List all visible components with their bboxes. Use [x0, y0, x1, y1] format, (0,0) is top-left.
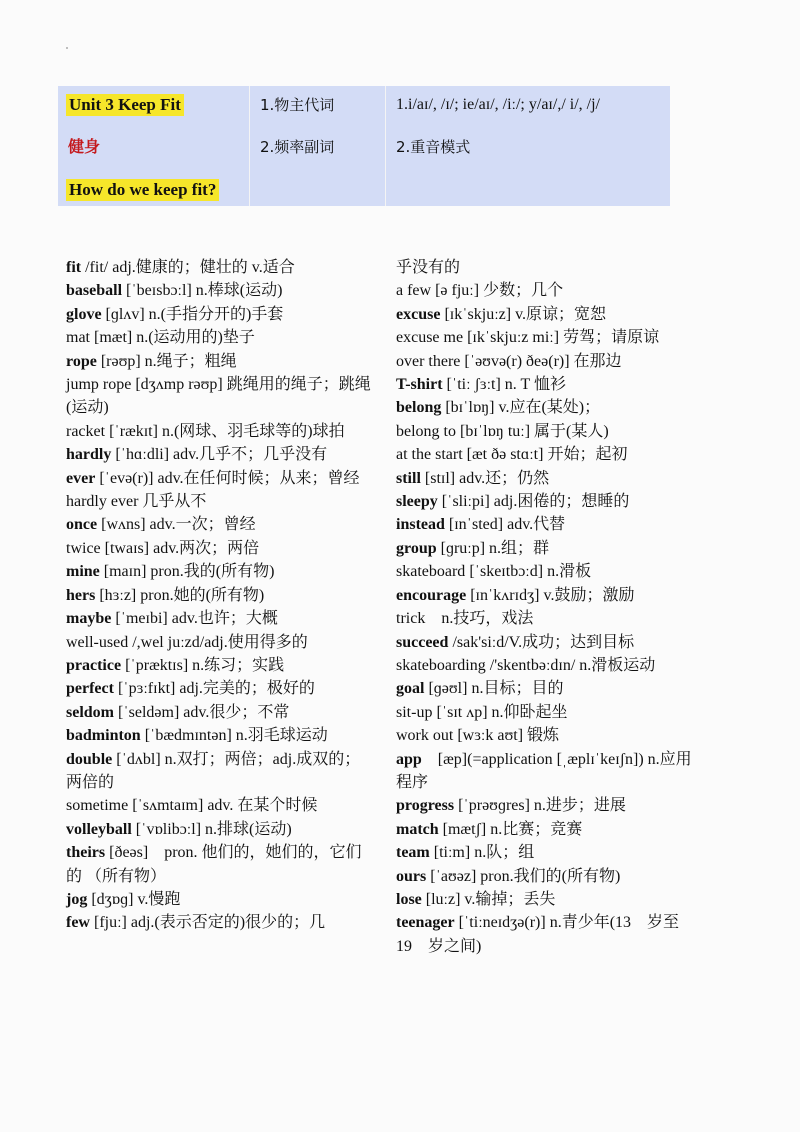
- vocab-word: sometime: [66, 797, 129, 815]
- vocab-entry: [66, 443, 371, 466]
- header-column-pronunciation: [386, 86, 670, 206]
- vocab-definition: [ə fjuː] 少数；几个: [431, 282, 564, 300]
- vocab-definition: 乎没有的: [396, 259, 461, 276]
- header-column-grammar: [250, 86, 386, 206]
- vocab-definition: [stɪl] adv.还；仍然: [420, 469, 550, 487]
- vocab-definition: [tiːm] n.队；组: [429, 844, 535, 862]
- vocab-definition: [æt ðə stɑːt] 开始；起初: [462, 446, 628, 464]
- vocab-definition: [ˈrækɪt] n.(网球、羽毛球等的)球拍: [105, 422, 345, 440]
- vocab-entry: [396, 911, 696, 958]
- vocab-word: sit-up: [396, 703, 433, 721]
- vocab-word: group: [396, 539, 437, 557]
- vocab-entry: [66, 513, 371, 536]
- vocab-definition: [ˈhɑːdli] adv.几乎不；几乎没有: [111, 446, 328, 464]
- vocab-entry: [396, 256, 696, 279]
- vocab-word: excuse: [396, 305, 441, 323]
- vocab-word: goal: [396, 680, 425, 698]
- vocab-entry: [396, 420, 696, 443]
- vocab-definition: [ˈsliːpi] adj.困倦的；想睡的: [437, 493, 630, 511]
- vocab-word: over there: [396, 352, 461, 370]
- vocab-entry: [396, 584, 696, 607]
- vocab-entry: [66, 537, 371, 560]
- vocab-entry: [396, 373, 696, 396]
- pronunciation-item-1: 1.i/aɪ/, /ɪ/; ie/aɪ/, /iː/; y/aɪ/,/ i/, /j/: [396, 96, 600, 113]
- vocab-word: few: [66, 914, 90, 932]
- vocab-word: badminton: [66, 727, 141, 745]
- vocab-entry: [66, 584, 371, 607]
- vocab-word: twice: [66, 539, 101, 557]
- vocab-definition: [wʌns] adv.一次；曾经: [97, 516, 256, 534]
- vocab-word: lose: [396, 890, 422, 908]
- vocab-definition: [ɪkˈskjuːz miː] 劳驾；请原谅: [463, 329, 660, 347]
- vocab-entry: [396, 513, 696, 536]
- vocab-definition: [mæt] n.(运动用的)垫子: [90, 329, 255, 347]
- vocab-word: belong: [396, 399, 442, 417]
- scan-speck: [66, 47, 68, 49]
- vocab-entry: [396, 279, 696, 302]
- vocab-entry: [396, 724, 696, 747]
- vocab-entry: [396, 350, 696, 373]
- vocab-definition: n.技巧，戏法: [425, 610, 534, 628]
- vocab-word: trick: [396, 610, 426, 628]
- vocab-entry: [66, 560, 371, 583]
- vocab-entry: [66, 701, 371, 724]
- vocab-word: fit: [66, 259, 82, 276]
- vocab-entry: [66, 373, 371, 420]
- vocab-entry: [66, 888, 371, 911]
- pronunciation-item-2: 2.重音模式: [396, 138, 471, 156]
- vocab-word: volleyball: [66, 820, 132, 838]
- grammar-item-1: 1.物主代词: [260, 96, 335, 114]
- vocab-definition: [ˈsɪt ʌp] n.仰卧起坐: [432, 703, 568, 721]
- vocab-definition: [ɪnˈkʌrɪdʒ] v.鼓励；激励: [466, 586, 635, 604]
- vocab-definition: [ˈtiːneɪdʒə(r)] n.青少年(13 岁至 19 岁之间): [396, 914, 696, 955]
- vocab-entry: [396, 654, 696, 677]
- vocab-word: work out: [396, 727, 454, 745]
- vocab-entry: [396, 888, 696, 911]
- vocab-word: succeed: [396, 633, 449, 651]
- vocab-word: mat: [66, 329, 90, 347]
- vocab-definition: [ɡəʊl] n.目标；目的: [424, 680, 564, 698]
- vocab-definition: [ˈskeɪtbɔːd] n.滑板: [465, 563, 592, 581]
- vocab-entry: [66, 724, 371, 747]
- vocab-entry: [66, 911, 371, 934]
- vocab-entry: [66, 748, 371, 795]
- vocab-entry: [66, 279, 371, 302]
- vocab-word: app: [396, 750, 422, 768]
- vocab-definition: [ðeəs] pron. 他们的，她们的，它们的 （所有物）: [66, 844, 362, 885]
- vocab-definition: [ˈbeɪsbɔːl] n.棒球(运动): [122, 282, 283, 300]
- vocab-word: hardly ever: [66, 493, 139, 511]
- vocab-entry: [66, 256, 371, 279]
- vocab-word: team: [396, 844, 430, 862]
- vocab-word: glove: [66, 305, 102, 323]
- vocab-entry: [396, 490, 696, 513]
- vocab-definition: [hɜːz] pron.她的(所有物): [95, 586, 265, 604]
- vocab-definition: [twaɪs] adv.两次；两倍: [100, 539, 260, 557]
- vocab-entry: [66, 607, 371, 630]
- vocab-word: hardly: [66, 446, 112, 464]
- vocab-definition: [wɜːk aʊt] 锻炼: [453, 727, 560, 745]
- vocab-definition: [ˈəʊvə(r) ðeə(r)] 在那边: [460, 352, 622, 370]
- vocab-entry: [66, 420, 371, 443]
- vocab-definition: [ɪkˈskjuːz] v.原谅；宽恕: [440, 305, 607, 323]
- unit-header-table: [58, 86, 670, 206]
- grammar-item-2: 2.频率副词: [260, 138, 335, 156]
- vocab-definition: 几乎从不: [138, 493, 207, 511]
- vocab-definition: [ɪnˈsted] adv.代替: [444, 516, 566, 534]
- vocab-entry: [396, 326, 696, 349]
- vocab-definition: [ɡlʌv] n.(手指分开的)手套: [101, 305, 284, 323]
- vocabulary-column-left: [66, 256, 371, 935]
- vocab-word: ours: [396, 867, 427, 885]
- vocab-definition: [ɡruːp] n.组；群: [436, 539, 550, 557]
- vocabulary-column-right: [396, 256, 696, 958]
- vocab-definition: [bɪˈlɒŋ tuː] 属于(某人): [456, 422, 609, 440]
- vocab-definition: [ˈdʌbl] n.双打；两倍；adj.成双的；两倍的: [66, 750, 361, 791]
- vocab-entry: [396, 677, 696, 700]
- vocab-word: excuse me: [396, 329, 464, 347]
- vocab-word: sleepy: [396, 493, 438, 511]
- vocab-entry: [66, 350, 371, 373]
- vocab-word: racket: [66, 422, 106, 440]
- vocab-entry: [396, 748, 696, 795]
- vocab-entry: [396, 396, 696, 419]
- vocab-entry: [396, 467, 696, 490]
- vocab-entry: [66, 677, 371, 700]
- header-column-topic: [58, 86, 250, 206]
- vocab-definition: [ˈaʊəz] pron.我们的(所有物): [426, 867, 621, 885]
- vocab-word: match: [396, 820, 439, 838]
- vocab-entry: [396, 818, 696, 841]
- vocab-entry: [396, 631, 696, 654]
- vocab-definition: [rəʊp] n.绳子；粗绳: [96, 352, 237, 370]
- vocab-word: seldom: [66, 703, 114, 721]
- vocab-entry: [66, 841, 371, 888]
- vocab-word: still: [396, 469, 421, 487]
- vocab-definition: [ˈbædmɪntən] n.羽毛球运动: [140, 727, 328, 745]
- vocab-word: perfect: [66, 680, 114, 698]
- vocab-definition: [mætʃ] n.比赛；竞赛: [438, 820, 583, 838]
- vocab-definition: [ˈseldəm] adv.很少；不常: [114, 703, 290, 721]
- vocab-entry: [396, 537, 696, 560]
- vocab-entry: [396, 841, 696, 864]
- vocab-word: encourage: [396, 586, 467, 604]
- vocab-word: once: [66, 516, 98, 534]
- vocab-word: practice: [66, 656, 122, 674]
- vocab-word: at the start: [396, 446, 463, 464]
- vocab-word: jog: [66, 890, 88, 908]
- vocab-word: hers: [66, 586, 96, 604]
- vocab-definition: /sak'siːd/V.成功；达到目标: [448, 633, 635, 651]
- vocab-entry: [66, 490, 371, 513]
- vocab-definition: [ˈpɜːfɪkt] adj.完美的；极好的: [113, 680, 315, 698]
- vocab-definition: /fit/ adj.健康的；健壮的 v.适合: [81, 259, 295, 276]
- vocab-entry: [396, 701, 696, 724]
- vocab-entry: [396, 794, 696, 817]
- vocab-definition: [fjuː] adj.(表示否定的)很少的；几: [89, 914, 326, 932]
- vocab-word: jump rope: [66, 376, 132, 394]
- unit-title: Unit 3 Keep Fit: [66, 94, 184, 116]
- vocab-definition: [ˈevə(r)] adv.在任何时候；从来；曾经: [95, 469, 360, 487]
- vocab-definition: /,wel juːzd/adj.使用得多的: [128, 633, 308, 651]
- vocab-entry: [66, 654, 371, 677]
- vocab-definition: [luːz] v.输掉；丢失: [421, 890, 556, 908]
- vocab-definition: [ˈsʌmtaɪm] adv. 在某个时候: [128, 797, 318, 815]
- vocab-word: rope: [66, 352, 97, 370]
- vocab-definition: /'skentbəːdɪn/ n.滑板运动: [485, 656, 656, 674]
- vocab-entry: [396, 560, 696, 583]
- vocab-word: T-shirt: [396, 376, 443, 394]
- vocab-entry: [66, 794, 371, 817]
- vocab-definition: [bɪˈlɒŋ] v.应在(某处)；: [441, 399, 601, 417]
- vocab-entry: [396, 607, 696, 630]
- vocab-entry: [66, 818, 371, 841]
- vocab-definition: [æp](=application [ˌæplɪˈkeɪʃn]) n.应用程序: [396, 750, 692, 791]
- vocab-word: a few: [396, 282, 432, 300]
- vocab-word: instead: [396, 516, 445, 534]
- vocab-definition: [dʒʌmp rəʊp] 跳绳用的绳子；跳绳(运动): [66, 376, 371, 417]
- vocab-definition: [ˈtiː ʃɜːt] n. T 恤衫: [442, 376, 566, 394]
- vocab-word: well-used: [66, 633, 129, 651]
- vocab-word: teenager: [396, 914, 455, 932]
- vocab-definition: [ˈpræktɪs] n.练习；实践: [121, 656, 285, 674]
- vocab-entry: [66, 326, 371, 349]
- vocab-entry: [66, 467, 371, 490]
- unit-question: How do we keep fit?: [66, 179, 219, 201]
- vocab-definition: [ˈprəʊɡres] n.进步；进展: [454, 797, 626, 815]
- vocab-entry: [396, 865, 696, 888]
- vocab-word: skateboarding: [396, 656, 486, 674]
- vocab-entry: [396, 303, 696, 326]
- vocab-entry: [396, 443, 696, 466]
- vocab-word: baseball: [66, 282, 123, 300]
- vocab-word: double: [66, 750, 113, 768]
- vocab-definition: [ˈmeɪbi] adv.也许；大概: [111, 610, 278, 628]
- vocab-word: maybe: [66, 610, 112, 628]
- vocab-entry: [66, 303, 371, 326]
- vocab-word: mine: [66, 563, 100, 581]
- vocab-word: ever: [66, 469, 96, 487]
- vocab-word: skateboard: [396, 563, 466, 581]
- vocab-word: progress: [396, 797, 455, 815]
- vocab-definition: [maɪn] pron.我的(所有物): [99, 563, 275, 581]
- vocab-entry: [66, 631, 371, 654]
- vocab-word: belong to: [396, 422, 456, 440]
- vocab-definition: [ˈvɒlibɔːl] n.排球(运动): [131, 820, 292, 838]
- vocab-word: theirs: [66, 844, 106, 862]
- unit-chinese-title: 健身: [68, 137, 101, 156]
- vocab-definition: [dʒɒɡ] v.慢跑: [87, 890, 181, 908]
